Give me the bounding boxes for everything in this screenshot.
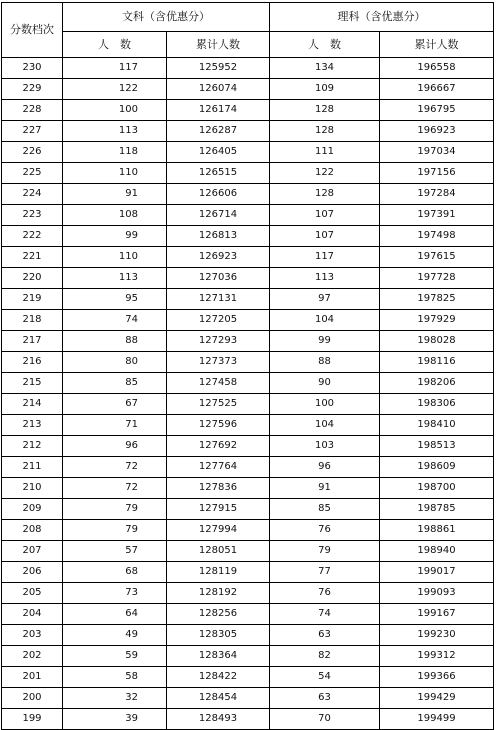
table-row bbox=[2, 457, 494, 478]
table-row bbox=[2, 688, 494, 709]
wen-people-cell: 64 bbox=[63, 604, 167, 625]
li-people-cell: 82 bbox=[270, 646, 380, 667]
score-cell: 223 bbox=[2, 205, 63, 226]
wen-cumulative-cell: 128454 bbox=[167, 688, 270, 709]
table-row bbox=[2, 268, 494, 289]
table-row bbox=[2, 667, 494, 688]
li-cumulative-cell: 198609 bbox=[380, 457, 494, 478]
li-people-cell: 76 bbox=[270, 583, 380, 604]
wen-people-cell: 91 bbox=[63, 184, 167, 205]
li-people-cell: 128 bbox=[270, 184, 380, 205]
table-row bbox=[2, 520, 494, 541]
wen-cumulative-header: 累计人数 bbox=[167, 32, 270, 58]
li-people-cell: 128 bbox=[270, 121, 380, 142]
table-row bbox=[2, 415, 494, 436]
li-people-header: 人 数 bbox=[270, 32, 380, 58]
score-cell: 204 bbox=[2, 604, 63, 625]
wen-cumulative-cell: 127596 bbox=[167, 415, 270, 436]
wen-cumulative-cell: 128305 bbox=[167, 625, 270, 646]
wen-cumulative-cell: 126714 bbox=[167, 205, 270, 226]
score-cell: 226 bbox=[2, 142, 63, 163]
wen-cumulative-cell: 127525 bbox=[167, 394, 270, 415]
score-cell: 207 bbox=[2, 541, 63, 562]
li-people-cell: 113 bbox=[270, 268, 380, 289]
li-people-cell: 88 bbox=[270, 352, 380, 373]
li-people-cell: 97 bbox=[270, 289, 380, 310]
li-people-cell: 90 bbox=[270, 373, 380, 394]
wen-cumulative-cell: 127205 bbox=[167, 310, 270, 331]
score-cell: 227 bbox=[2, 121, 63, 142]
score-cell: 209 bbox=[2, 499, 63, 520]
wen-people-cell: 100 bbox=[63, 100, 167, 121]
header-row-columns bbox=[2, 32, 494, 58]
score-column-header: 分数档次 bbox=[2, 3, 63, 58]
wen-cumulative-cell: 126606 bbox=[167, 184, 270, 205]
wen-cumulative-cell: 126405 bbox=[167, 142, 270, 163]
li-people-cell: 91 bbox=[270, 478, 380, 499]
li-people-cell: 96 bbox=[270, 457, 380, 478]
wen-people-cell: 72 bbox=[63, 478, 167, 499]
table-row bbox=[2, 79, 494, 100]
li-cumulative-cell: 199167 bbox=[380, 604, 494, 625]
score-cell: 218 bbox=[2, 310, 63, 331]
table-row bbox=[2, 226, 494, 247]
li-people-cell: 74 bbox=[270, 604, 380, 625]
wen-cumulative-cell: 128493 bbox=[167, 709, 270, 730]
wen-cumulative-cell: 127293 bbox=[167, 331, 270, 352]
li-people-cell: 104 bbox=[270, 310, 380, 331]
li-cumulative-cell: 196795 bbox=[380, 100, 494, 121]
wen-cumulative-cell: 126515 bbox=[167, 163, 270, 184]
wen-people-cell: 79 bbox=[63, 520, 167, 541]
li-people-cell: 107 bbox=[270, 205, 380, 226]
li-cumulative-cell: 198861 bbox=[380, 520, 494, 541]
wen-cumulative-cell: 127131 bbox=[167, 289, 270, 310]
table-row bbox=[2, 394, 494, 415]
wen-cumulative-cell: 127994 bbox=[167, 520, 270, 541]
li-cumulative-cell: 198410 bbox=[380, 415, 494, 436]
wen-people-cell: 58 bbox=[63, 667, 167, 688]
wen-people-cell: 57 bbox=[63, 541, 167, 562]
li-people-cell: 128 bbox=[270, 100, 380, 121]
score-cell: 229 bbox=[2, 79, 63, 100]
li-people-cell: 99 bbox=[270, 331, 380, 352]
score-cell: 200 bbox=[2, 688, 63, 709]
li-cumulative-cell: 197284 bbox=[380, 184, 494, 205]
table-row bbox=[2, 184, 494, 205]
wen-people-header: 人 数 bbox=[63, 32, 167, 58]
li-people-cell: 117 bbox=[270, 247, 380, 268]
table-body bbox=[2, 58, 494, 730]
wen-people-cell: 49 bbox=[63, 625, 167, 646]
li-cumulative-cell: 198116 bbox=[380, 352, 494, 373]
table-row bbox=[2, 310, 494, 331]
score-cell: 214 bbox=[2, 394, 63, 415]
li-cumulative-cell: 197156 bbox=[380, 163, 494, 184]
wen-cumulative-cell: 128192 bbox=[167, 583, 270, 604]
score-cell: 217 bbox=[2, 331, 63, 352]
score-cell: 201 bbox=[2, 667, 63, 688]
wen-people-cell: 72 bbox=[63, 457, 167, 478]
table-row bbox=[2, 604, 494, 625]
wen-cumulative-cell: 127458 bbox=[167, 373, 270, 394]
li-people-cell: 109 bbox=[270, 79, 380, 100]
wen-people-cell: 80 bbox=[63, 352, 167, 373]
table-row bbox=[2, 625, 494, 646]
li-people-cell: 70 bbox=[270, 709, 380, 730]
li-group-header: 理科（含优惠分） bbox=[270, 3, 494, 32]
wen-people-cell: 113 bbox=[63, 268, 167, 289]
li-cumulative-cell: 199366 bbox=[380, 667, 494, 688]
table-row bbox=[2, 289, 494, 310]
score-cell: 210 bbox=[2, 478, 63, 499]
score-distribution-table bbox=[1, 2, 494, 730]
wen-cumulative-cell: 126174 bbox=[167, 100, 270, 121]
score-cell: 216 bbox=[2, 352, 63, 373]
wen-cumulative-cell: 128256 bbox=[167, 604, 270, 625]
li-cumulative-cell: 197929 bbox=[380, 310, 494, 331]
table-row bbox=[2, 121, 494, 142]
score-cell: 221 bbox=[2, 247, 63, 268]
wen-cumulative-cell: 128051 bbox=[167, 541, 270, 562]
li-people-cell: 76 bbox=[270, 520, 380, 541]
score-cell: 225 bbox=[2, 163, 63, 184]
score-cell: 211 bbox=[2, 457, 63, 478]
table-row bbox=[2, 205, 494, 226]
table-row bbox=[2, 163, 494, 184]
table-row bbox=[2, 100, 494, 121]
table-row bbox=[2, 541, 494, 562]
score-cell: 206 bbox=[2, 562, 63, 583]
li-cumulative-cell: 198940 bbox=[380, 541, 494, 562]
li-cumulative-cell: 199230 bbox=[380, 625, 494, 646]
wen-cumulative-cell: 128119 bbox=[167, 562, 270, 583]
li-people-cell: 63 bbox=[270, 625, 380, 646]
score-cell: 212 bbox=[2, 436, 63, 457]
li-cumulative-cell: 199499 bbox=[380, 709, 494, 730]
wen-cumulative-cell: 126923 bbox=[167, 247, 270, 268]
table-row bbox=[2, 583, 494, 604]
wen-group-header: 文科（含优惠分） bbox=[63, 3, 270, 32]
wen-people-cell: 74 bbox=[63, 310, 167, 331]
li-cumulative-cell: 199017 bbox=[380, 562, 494, 583]
wen-people-cell: 117 bbox=[63, 58, 167, 79]
table-row bbox=[2, 331, 494, 352]
li-cumulative-cell: 197728 bbox=[380, 268, 494, 289]
wen-cumulative-cell: 127692 bbox=[167, 436, 270, 457]
wen-people-cell: 59 bbox=[63, 646, 167, 667]
wen-people-cell: 113 bbox=[63, 121, 167, 142]
li-people-cell: 107 bbox=[270, 226, 380, 247]
li-people-cell: 134 bbox=[270, 58, 380, 79]
wen-cumulative-cell: 128364 bbox=[167, 646, 270, 667]
score-cell: 208 bbox=[2, 520, 63, 541]
wen-cumulative-cell: 127836 bbox=[167, 478, 270, 499]
li-cumulative-cell: 196923 bbox=[380, 121, 494, 142]
table-row bbox=[2, 352, 494, 373]
wen-people-cell: 39 bbox=[63, 709, 167, 730]
li-cumulative-cell: 196558 bbox=[380, 58, 494, 79]
score-cell: 205 bbox=[2, 583, 63, 604]
wen-people-cell: 110 bbox=[63, 163, 167, 184]
wen-people-cell: 68 bbox=[63, 562, 167, 583]
wen-cumulative-cell: 127915 bbox=[167, 499, 270, 520]
wen-people-cell: 79 bbox=[63, 499, 167, 520]
li-cumulative-cell: 199093 bbox=[380, 583, 494, 604]
wen-cumulative-cell: 126813 bbox=[167, 226, 270, 247]
li-people-cell: 54 bbox=[270, 667, 380, 688]
li-people-cell: 79 bbox=[270, 541, 380, 562]
wen-people-cell: 118 bbox=[63, 142, 167, 163]
wen-people-cell: 67 bbox=[63, 394, 167, 415]
score-cell: 222 bbox=[2, 226, 63, 247]
wen-cumulative-cell: 126287 bbox=[167, 121, 270, 142]
li-cumulative-cell: 198513 bbox=[380, 436, 494, 457]
header-row-groups bbox=[2, 3, 494, 32]
li-cumulative-cell: 198206 bbox=[380, 373, 494, 394]
table-row bbox=[2, 142, 494, 163]
table-row bbox=[2, 478, 494, 499]
wen-people-cell: 108 bbox=[63, 205, 167, 226]
wen-cumulative-cell: 128422 bbox=[167, 667, 270, 688]
wen-cumulative-cell: 126074 bbox=[167, 79, 270, 100]
li-people-cell: 122 bbox=[270, 163, 380, 184]
score-cell: 203 bbox=[2, 625, 63, 646]
wen-people-cell: 99 bbox=[63, 226, 167, 247]
li-cumulative-cell: 199429 bbox=[380, 688, 494, 709]
li-people-cell: 77 bbox=[270, 562, 380, 583]
li-cumulative-cell: 197034 bbox=[380, 142, 494, 163]
table-row bbox=[2, 58, 494, 79]
li-people-cell: 103 bbox=[270, 436, 380, 457]
li-people-cell: 100 bbox=[270, 394, 380, 415]
wen-people-cell: 95 bbox=[63, 289, 167, 310]
li-cumulative-cell: 197615 bbox=[380, 247, 494, 268]
li-cumulative-cell: 198306 bbox=[380, 394, 494, 415]
score-cell: 224 bbox=[2, 184, 63, 205]
li-cumulative-cell: 196667 bbox=[380, 79, 494, 100]
wen-cumulative-cell: 127373 bbox=[167, 352, 270, 373]
table-row bbox=[2, 373, 494, 394]
wen-people-cell: 122 bbox=[63, 79, 167, 100]
wen-people-cell: 88 bbox=[63, 331, 167, 352]
wen-cumulative-cell: 127036 bbox=[167, 268, 270, 289]
li-people-cell: 63 bbox=[270, 688, 380, 709]
score-cell: 199 bbox=[2, 709, 63, 730]
wen-people-cell: 85 bbox=[63, 373, 167, 394]
score-cell: 228 bbox=[2, 100, 63, 121]
table-row bbox=[2, 646, 494, 667]
score-cell: 220 bbox=[2, 268, 63, 289]
table-row bbox=[2, 247, 494, 268]
table-row bbox=[2, 499, 494, 520]
li-cumulative-cell: 198028 bbox=[380, 331, 494, 352]
table-row bbox=[2, 436, 494, 457]
li-cumulative-cell: 198785 bbox=[380, 499, 494, 520]
score-cell: 230 bbox=[2, 58, 63, 79]
li-people-cell: 111 bbox=[270, 142, 380, 163]
wen-cumulative-cell: 125952 bbox=[167, 58, 270, 79]
wen-people-cell: 110 bbox=[63, 247, 167, 268]
table-row bbox=[2, 562, 494, 583]
wen-people-cell: 96 bbox=[63, 436, 167, 457]
li-cumulative-cell: 197825 bbox=[380, 289, 494, 310]
score-cell: 219 bbox=[2, 289, 63, 310]
li-cumulative-cell: 197498 bbox=[380, 226, 494, 247]
li-people-cell: 85 bbox=[270, 499, 380, 520]
score-cell: 215 bbox=[2, 373, 63, 394]
wen-cumulative-cell: 127764 bbox=[167, 457, 270, 478]
li-cumulative-cell: 199312 bbox=[380, 646, 494, 667]
score-cell: 213 bbox=[2, 415, 63, 436]
wen-people-cell: 73 bbox=[63, 583, 167, 604]
wen-people-cell: 71 bbox=[63, 415, 167, 436]
li-cumulative-cell: 197391 bbox=[380, 205, 494, 226]
li-people-cell: 104 bbox=[270, 415, 380, 436]
wen-people-cell: 32 bbox=[63, 688, 167, 709]
li-cumulative-header: 累计人数 bbox=[380, 32, 494, 58]
score-cell: 202 bbox=[2, 646, 63, 667]
li-cumulative-cell: 198700 bbox=[380, 478, 494, 499]
